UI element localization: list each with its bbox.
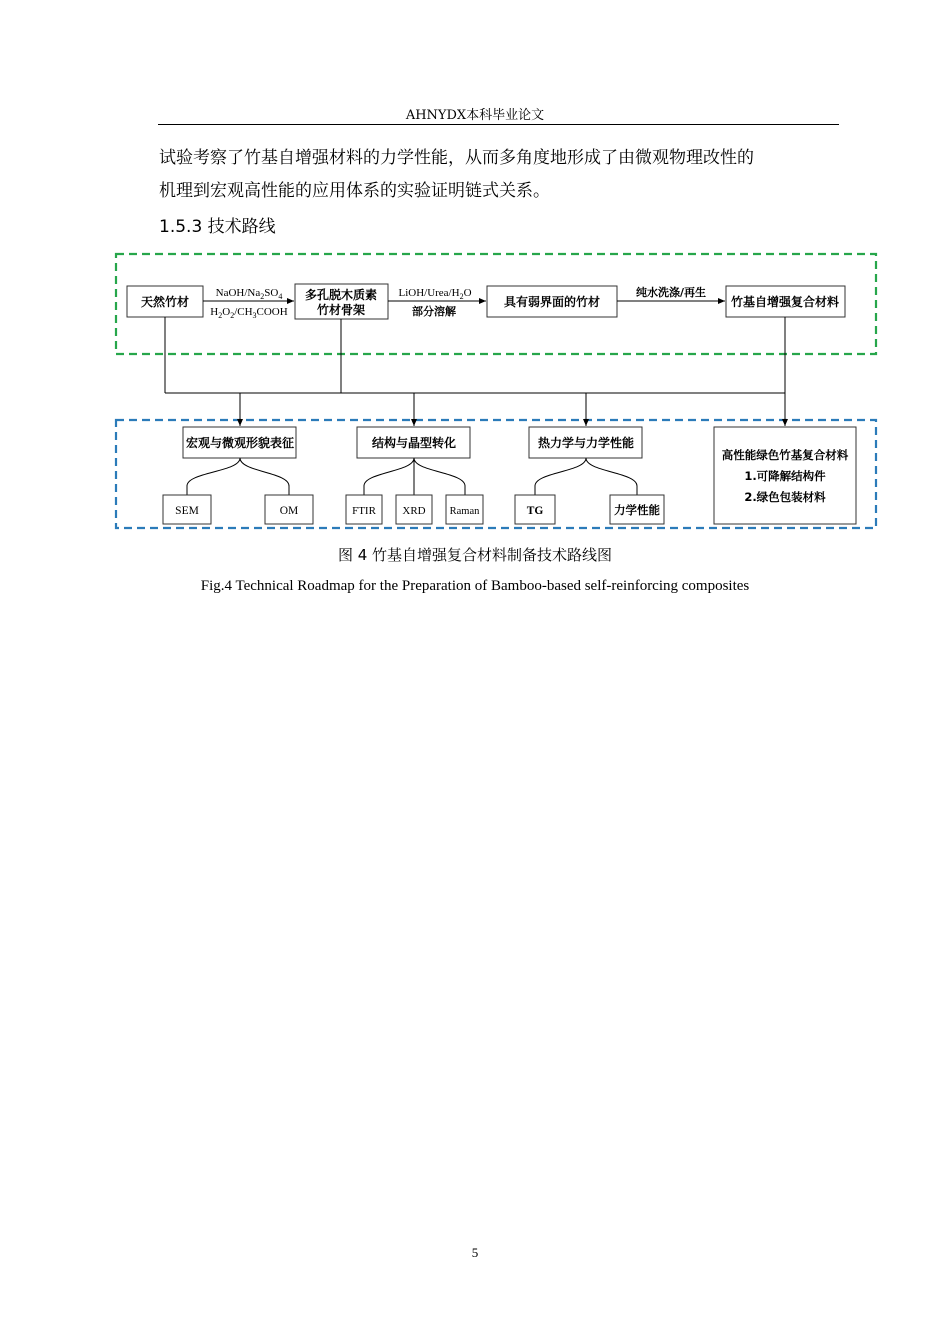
box-self-reinforced-label: 竹基自增强复合材料 xyxy=(730,295,840,309)
brace-structure xyxy=(364,458,465,495)
running-header: AHNYDX本科毕业论文 xyxy=(405,108,545,123)
box-natural-bamboo-label: 天然竹材 xyxy=(140,295,190,309)
figure-caption-en: Fig.4 Technical Roadmap for the Preparation of Bamboo-based self-reinforcing composites xyxy=(200,578,750,594)
box-application-item-1: 1.可降解结构件 xyxy=(744,469,826,483)
box-application-title: 高性能绿色竹基复合材料 xyxy=(721,448,849,462)
arrow-1-top-label: NaOH/$Na_2SO_4$ xyxy=(215,287,283,301)
leaf-sem-label: SEM xyxy=(175,505,199,517)
arrow-2-top-label: LiOH/$Urea/H_2O$ xyxy=(398,287,472,301)
box-application-item-2: 2.绿色包装材料 xyxy=(744,490,826,504)
leaf-xrd-label: XRD xyxy=(402,505,426,517)
leaf-om-label: OM xyxy=(279,505,299,517)
technical-roadmap-diagram xyxy=(0,0,950,540)
figure-caption-cn: 图 4 竹基自增强复合材料制备技术路线图 xyxy=(337,546,613,564)
brace-thermo xyxy=(535,458,637,495)
box-morphology-label: 宏观与微观形貌表征 xyxy=(185,436,295,450)
brace-morphology xyxy=(187,458,289,495)
arrow-2-bottom-label: 部分溶解 xyxy=(412,305,456,318)
box-weak-interface-label: 具有弱界面的竹材 xyxy=(503,295,601,309)
box-structure-label: 结构与晶型转化 xyxy=(371,436,457,450)
leaf-ftir-label: FTIR xyxy=(352,505,376,517)
box-thermo-mechanical-label: 热力学与力学性能 xyxy=(537,436,635,450)
leaf-mechanical-label: 力学性能 xyxy=(614,503,660,517)
arrow-1-bottom-label: $H_2O_2/CH_3COOH$ xyxy=(210,306,288,320)
leaf-raman-label: Raman xyxy=(449,506,480,517)
box-porous-skeleton-label-2: 竹材骨架 xyxy=(316,303,366,317)
section-heading: 1.5.3 技术路线 xyxy=(159,217,276,237)
body-line-1: 试验考察了竹基自增强材料的力学性能，从而多角度地形成了由微观物理改性的 xyxy=(159,148,754,168)
arrow-3-top-label: 纯水洗涤/再生 xyxy=(635,286,707,299)
box-porous-skeleton-label-1: 多孔脱木质素 xyxy=(304,288,378,302)
page-number: 5 xyxy=(471,1245,479,1260)
body-line-2: 机理到宏观高性能的应用体系的实验证明链式关系。 xyxy=(159,181,550,201)
leaf-tg-label: TG xyxy=(526,505,544,517)
